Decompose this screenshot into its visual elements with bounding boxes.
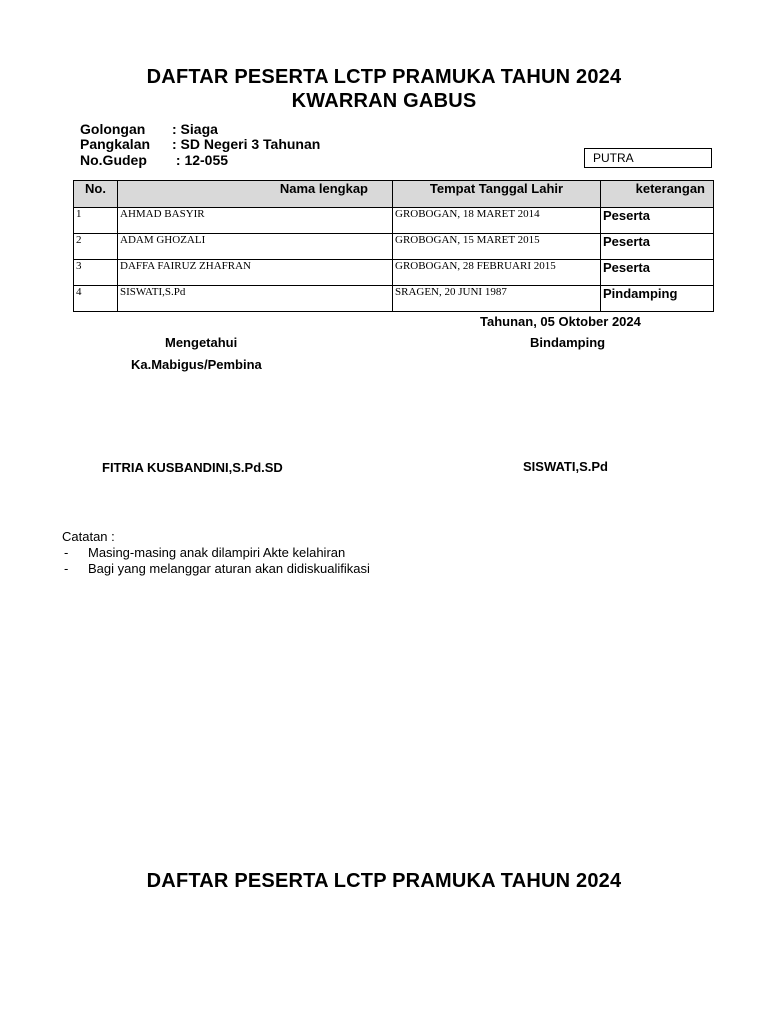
table-row	[74, 208, 714, 234]
info-label: No.Gudep	[80, 152, 147, 168]
info-value: : 12-055	[172, 152, 229, 168]
signer-left-name: FITRIA KUSBANDINI,S.Pd.SD	[102, 460, 283, 475]
info-row-pangkalan	[80, 136, 320, 152]
cell-no: 3	[74, 260, 118, 286]
category-box: PUTRA	[584, 148, 712, 168]
cell-keterangan: Pindamping	[601, 286, 714, 312]
note-text: Bagi yang melanggar aturan akan didiskualifikasi	[88, 561, 370, 576]
cell-ttl: SRAGEN, 20 JUNI 1987	[393, 286, 601, 312]
list-item: - Masing-masing anak dilampiri Akte kelahiran	[64, 545, 346, 560]
table-header-row	[74, 181, 714, 208]
cell-nama: ADAM GHOZALI	[118, 234, 393, 260]
table-row	[74, 286, 714, 312]
info-value: : Siaga	[172, 121, 218, 137]
info-row-gudep	[80, 152, 228, 168]
column-header-nama: Nama lengkap	[118, 181, 393, 208]
info-value: : SD Negeri 3 Tahunan	[172, 136, 321, 152]
signer-right-name: SISWATI,S.Pd	[523, 459, 608, 474]
cell-keterangan: Peserta	[601, 260, 714, 286]
table-row	[74, 234, 714, 260]
notes-title: Catatan :	[62, 529, 115, 544]
signer-right-title: Bindamping	[530, 335, 606, 350]
cell-no: 4	[74, 286, 118, 312]
notes-list	[62, 545, 370, 577]
signer-left-title: Mengetahui	[165, 335, 238, 350]
cell-nama: DAFFA FAIRUZ ZHAFRAN	[118, 260, 393, 286]
participant-table	[73, 180, 714, 312]
cell-ttl: GROBOGAN, 18 MARET 2014	[393, 208, 601, 234]
info-row-golongan	[80, 121, 218, 137]
cell-no: 1	[74, 208, 118, 234]
list-item: - Bagi yang melanggar aturan akan didiskualifikasi	[64, 561, 370, 576]
cell-nama: SISWATI,S.Pd	[118, 286, 393, 312]
place-date: Tahunan, 05 Oktober 2024	[480, 314, 641, 329]
cell-ttl: GROBOGAN, 15 MARET 2015	[393, 234, 601, 260]
cell-ttl: GROBOGAN, 28 FEBRUARI 2015	[393, 260, 601, 286]
column-header-no: No.	[74, 181, 118, 208]
document-title: DAFTAR PESERTA LCTP PRAMUKA TAHUN 2024	[146, 66, 622, 88]
info-label: Pangkalan	[80, 136, 151, 152]
table-row	[74, 260, 714, 286]
cell-keterangan: Peserta	[601, 208, 714, 234]
footer-title: DAFTAR PESERTA LCTP PRAMUKA TAHUN 2024	[146, 870, 622, 892]
document-subtitle: KWARRAN GABUS	[291, 90, 477, 112]
cell-nama: AHMAD BASYIR	[118, 208, 393, 234]
column-header-ttl: Tempat Tanggal Lahir	[393, 181, 601, 208]
info-label: Golongan	[80, 121, 146, 137]
note-text: Masing-masing anak dilampiri Akte kelahiran	[88, 545, 346, 560]
cell-keterangan: Peserta	[601, 234, 714, 260]
notes-section	[62, 529, 370, 577]
signer-left-role: Ka.Mabigus/Pembina	[131, 357, 262, 372]
column-header-keterangan: keterangan	[601, 181, 714, 208]
cell-no: 2	[74, 234, 118, 260]
